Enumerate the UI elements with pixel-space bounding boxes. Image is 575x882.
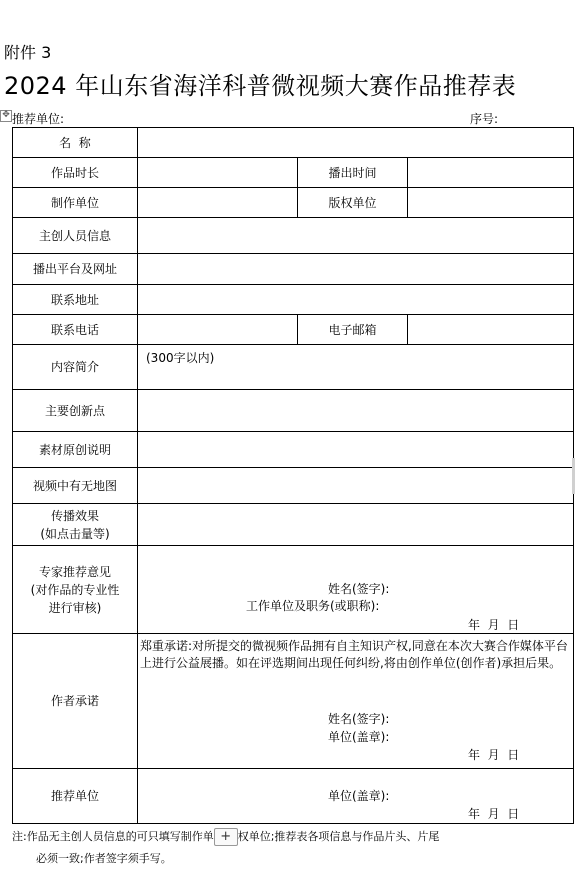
map-field[interactable] xyxy=(138,468,574,504)
expert-label-line3: 进行审核) xyxy=(48,600,102,615)
platform-label: 播出平台及网址 xyxy=(13,254,138,285)
effect-label-line1: 传播效果 xyxy=(50,508,99,523)
innovation-label: 主要创新点 xyxy=(13,390,138,432)
copyright-field[interactable] xyxy=(408,188,574,218)
serial-number-label: 序号: xyxy=(470,112,499,126)
intro-field[interactable] xyxy=(138,345,574,390)
email-field[interactable] xyxy=(408,315,574,345)
duration-label: 作品时长 xyxy=(13,158,138,188)
map-label: 视频中有无地图 xyxy=(13,468,138,504)
name-label: 名 称 xyxy=(13,128,138,158)
broadcast-time-label: 播出时间 xyxy=(298,158,408,188)
copyright-label: 版权单位 xyxy=(298,188,408,218)
expert-sign-label: 姓名(签字): xyxy=(328,582,390,596)
attachment-number: 附件 3 xyxy=(4,43,52,62)
author-date-label: 年 月 日 xyxy=(468,748,520,762)
expert-org-label: 工作单位及职务(或职称): xyxy=(246,599,380,613)
material-label: 素材原创说明 xyxy=(13,432,138,468)
author-sign-label: 姓名(签字): xyxy=(328,712,390,726)
author-unit-label: 单位(盖章): xyxy=(328,730,390,744)
producer-field[interactable] xyxy=(138,188,298,218)
creators-field[interactable] xyxy=(138,218,574,254)
effect-field[interactable] xyxy=(138,504,574,546)
address-label: 联系地址 xyxy=(13,285,138,315)
footer-note-part2: 权单位;推荐表各项信息与作品片头、片尾 xyxy=(237,830,440,843)
effect-label-line2: (如点击量等) xyxy=(40,526,110,541)
table-move-handle-icon[interactable]: ✥ xyxy=(0,110,12,122)
footer-note-part1: 注:作品无主创人员信息的可只填写制作单 xyxy=(12,830,214,843)
footer-note xyxy=(12,826,572,870)
recommendation-form-table xyxy=(12,127,574,824)
rec-unit-field[interactable] xyxy=(138,769,574,824)
expert-label xyxy=(13,546,138,634)
platform-field[interactable] xyxy=(138,254,574,285)
expert-date-label: 年 月 日 xyxy=(468,618,520,632)
rec-date-label: 年 月 日 xyxy=(468,807,520,821)
author-label: 作者承诺 xyxy=(13,634,138,769)
producer-label: 制作单位 xyxy=(13,188,138,218)
author-pledge-field[interactable] xyxy=(138,634,574,769)
expert-label-line1: 专家推荐意见 xyxy=(38,564,111,579)
expert-opinion-field[interactable] xyxy=(138,546,574,634)
footer-note-line1 xyxy=(12,826,572,848)
intro-label: 内容简介 xyxy=(13,345,138,390)
effect-label xyxy=(13,504,138,546)
address-field[interactable] xyxy=(138,285,574,315)
expert-label-line2: (对作品的专业性 xyxy=(30,582,120,597)
creators-label: 主创人员信息 xyxy=(13,218,138,254)
intro-hint: (300字以内) xyxy=(146,351,215,365)
phone-label: 联系电话 xyxy=(13,315,138,345)
duration-field[interactable] xyxy=(138,158,298,188)
page-title: 2024 年山东省海洋科普微视频大赛作品推荐表 xyxy=(4,72,517,100)
rec-unit-row-label: 推荐单位 xyxy=(13,769,138,824)
innovation-field[interactable] xyxy=(138,390,574,432)
material-field[interactable] xyxy=(138,432,574,468)
recommend-unit-label: 推荐单位: xyxy=(12,112,65,126)
email-label: 电子邮箱 xyxy=(298,315,408,345)
add-row-button[interactable]: + xyxy=(214,828,238,846)
author-pledge-text: 郑重承诺:对所提交的微视频作品拥有自主知识产权,同意在本次大赛合作媒体平台上进行公益展播。如在评选期间出现任何纠纷,将由创作单位(创作者)承担后果。 xyxy=(140,639,568,670)
name-field[interactable] xyxy=(138,128,574,158)
phone-field[interactable] xyxy=(138,315,298,345)
broadcast-time-field[interactable] xyxy=(408,158,574,188)
rec-unit-stamp-label: 单位(盖章): xyxy=(328,789,390,803)
footer-note-line2: 必须一致;作者签字须手写。 xyxy=(36,852,172,865)
